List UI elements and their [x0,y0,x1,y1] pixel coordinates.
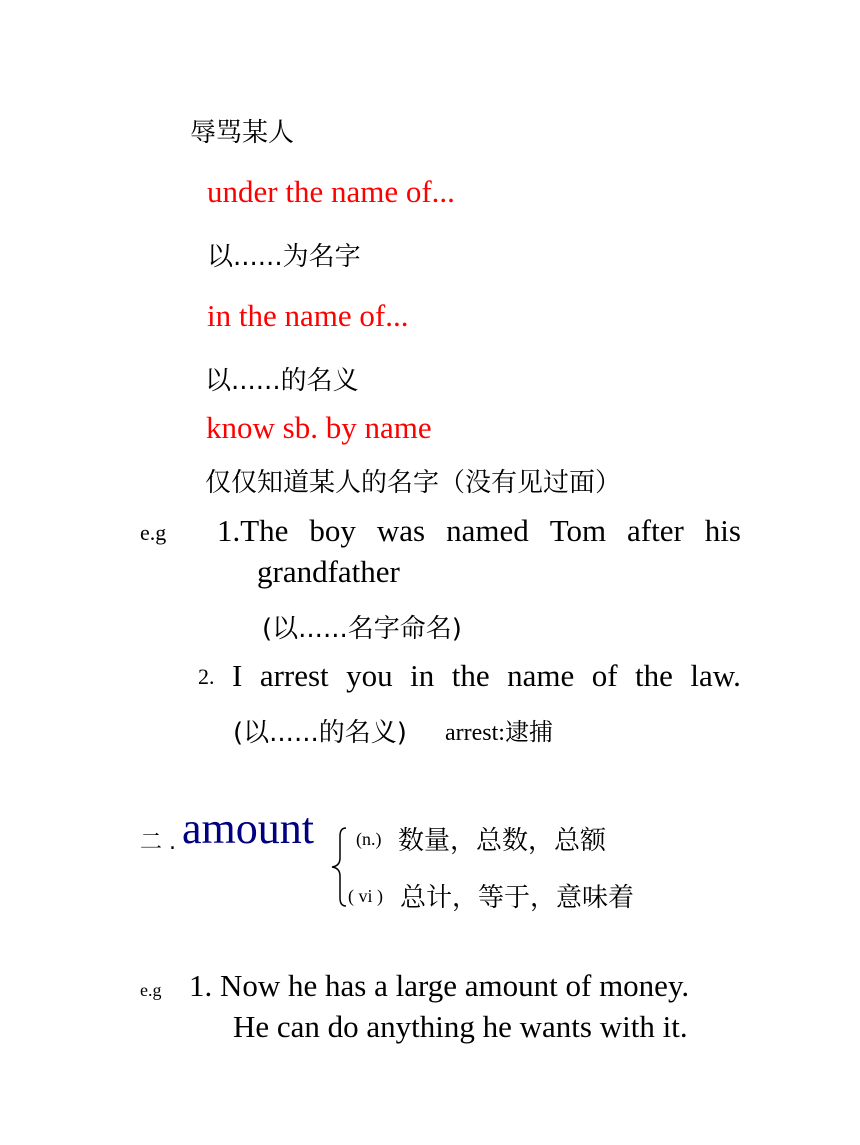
example1-word: boy [309,513,356,548]
sense2-pos-text: vi [358,886,373,906]
example1-word: was [376,513,426,548]
sense2-pos-close: ) [377,886,384,906]
example1-label: e.g [140,520,167,545]
phrase-in-name-cn: 以......的名义 [205,366,359,396]
sense1-pos: (n.) [356,829,382,849]
sense2-meaning: 总计，等于，意味着 [400,883,635,913]
section2-marker: 二 . [140,830,176,855]
example2-gloss-text: arrest:逮捕 [445,720,553,746]
example1-word: 1.The [217,513,289,548]
example3-line2: He can do anything he wants with it. [233,1009,688,1044]
example2-gloss [445,712,553,747]
example2-word: law. [690,658,741,693]
example2-word: you [346,658,393,693]
example2-word: of [591,658,618,693]
phrase-know-name-cn: 仅仅知道某人的名字（没有见过面） [205,468,622,498]
sense2-pos [348,886,383,907]
example2-word: the [451,658,490,693]
phrase-under-name-cn: 以......为名字 [207,242,361,272]
example1-note: (以......名字命名) [262,614,462,644]
example2-line [232,658,741,694]
example2-word: arrest [259,658,329,693]
example2-word: name [507,658,575,693]
example1-line2: grandfather [257,554,400,589]
example1-word: named [446,513,529,548]
phrase-under-name-en: under the name of... [207,174,455,209]
phrase-know-name-en: know sb. by name [206,410,432,445]
example1-word: after [627,513,684,548]
phrase-in-name-en: in the name of... [207,298,409,333]
example2-word: in [410,658,435,693]
example2-word: I [232,658,243,693]
example1-line1 [217,513,741,549]
phrase-insult-cn: 辱骂某人 [190,118,295,148]
example1-word: his [704,513,741,548]
example2-number: 2. [198,664,215,689]
brace-icon [326,826,350,908]
sense1-meaning: 数量，总数，总额 [398,826,607,856]
section2-word: amount [182,804,314,853]
example2-note: (以......的名义) [233,718,407,748]
example3-line1: 1. Now he has a large amount of money. [189,968,690,1003]
example1-word: Tom [549,513,607,548]
example2-word: the [635,658,673,693]
example3-label: e.g [140,980,162,1000]
sense2-pos-open: ( [348,886,354,906]
